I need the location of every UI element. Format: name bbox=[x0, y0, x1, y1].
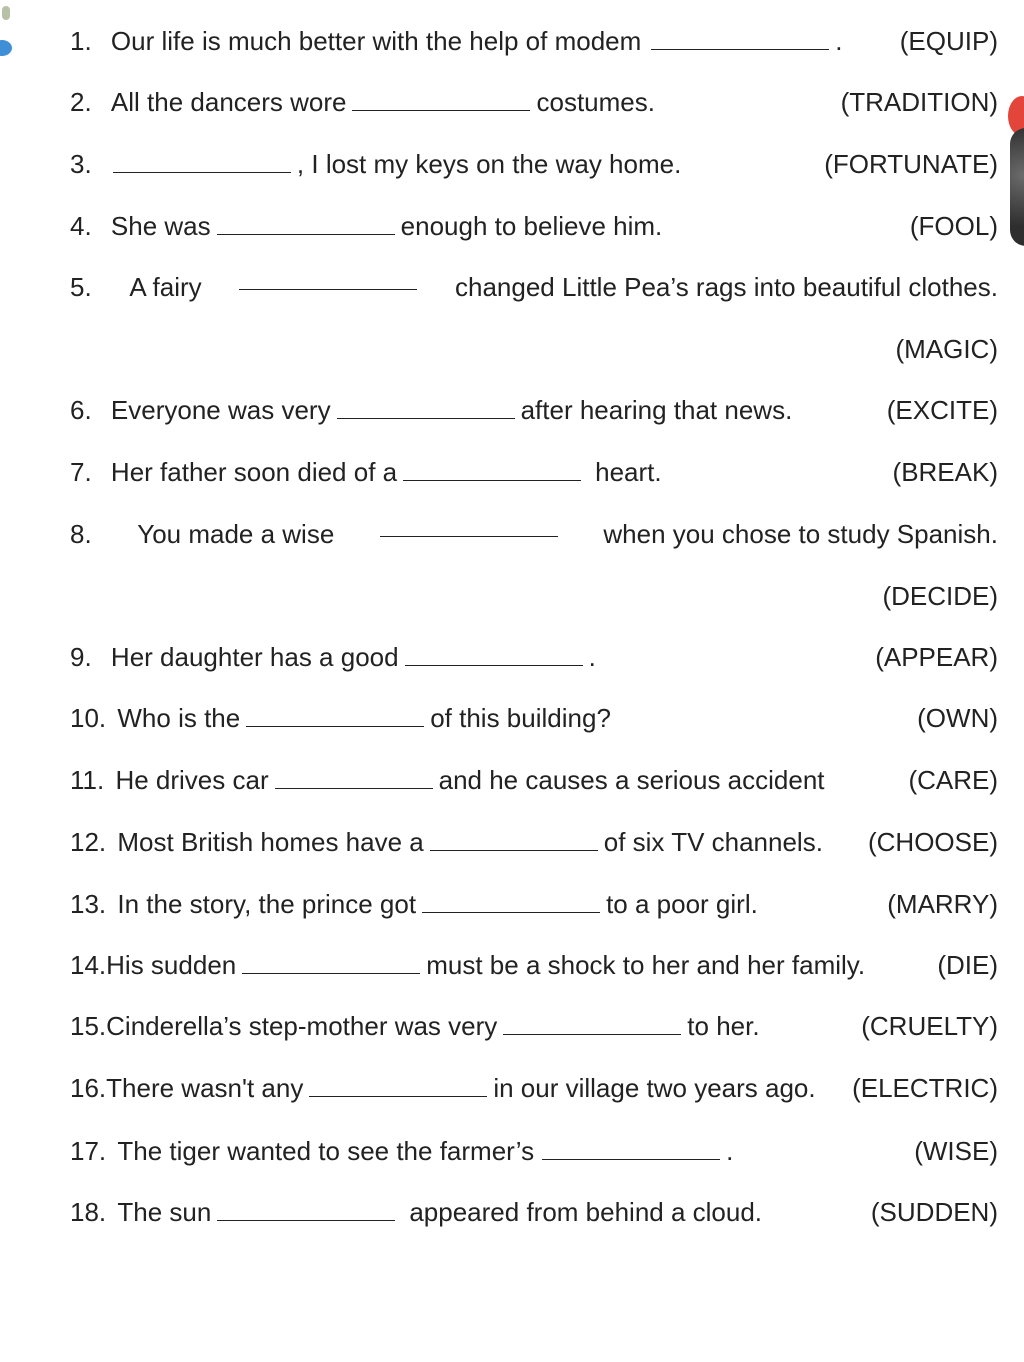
item-text-before: Her father soon died of a bbox=[110, 457, 398, 487]
word-hint: (ELECTRIC) bbox=[852, 1073, 998, 1103]
word-hint: (DIE) bbox=[937, 950, 998, 980]
answer-blank[interactable] bbox=[380, 514, 558, 537]
item-number: 13. bbox=[70, 889, 107, 919]
word-hint: (BREAK) bbox=[892, 457, 998, 487]
exercise-item bbox=[70, 698, 998, 738]
word-hint: (FORTUNATE) bbox=[824, 149, 998, 179]
item-text-before: Most British homes have a bbox=[117, 827, 424, 857]
item-text-before: The sun bbox=[117, 1197, 212, 1227]
item-text-after: costumes. bbox=[536, 87, 655, 117]
exercise-item bbox=[70, 267, 998, 307]
exercise-item bbox=[70, 884, 998, 924]
item-text-after: when you chose to study Spanish. bbox=[603, 519, 998, 549]
item-number: 7. bbox=[70, 457, 92, 487]
item-text-before: In the story, the prince got bbox=[117, 889, 417, 919]
item-number: 14. bbox=[70, 950, 107, 980]
answer-blank[interactable] bbox=[403, 458, 581, 481]
exercise-item bbox=[70, 390, 998, 430]
exercise-item bbox=[70, 21, 998, 61]
item-number: 18. bbox=[70, 1197, 107, 1227]
exercise-item bbox=[70, 82, 998, 122]
answer-blank[interactable] bbox=[242, 951, 420, 974]
item-text-after: to her. bbox=[687, 1011, 760, 1041]
item-text-after: enough to believe him. bbox=[400, 211, 663, 241]
item-text-after: must be a shock to her and her family. bbox=[426, 950, 866, 980]
word-hint: (MAGIC) bbox=[895, 334, 998, 364]
exercise-item bbox=[70, 452, 998, 492]
item-text-before: The tiger wanted to see the farmer’s bbox=[117, 1136, 535, 1166]
exercise-item bbox=[70, 822, 998, 862]
item-text-after: heart. bbox=[595, 457, 662, 487]
item-number: 3. bbox=[70, 149, 92, 179]
answer-blank[interactable] bbox=[503, 1012, 681, 1035]
item-text-before: Who is the bbox=[117, 703, 241, 733]
word-hint: (OWN) bbox=[917, 703, 998, 733]
item-text-before: He drives car bbox=[115, 765, 269, 795]
exercise-item bbox=[70, 637, 998, 677]
answer-blank[interactable] bbox=[337, 396, 515, 419]
word-hint: (EXCITE) bbox=[886, 395, 998, 425]
item-number: 4. bbox=[70, 211, 92, 241]
word-hint: (EQUIP) bbox=[899, 26, 998, 56]
answer-blank[interactable] bbox=[352, 88, 530, 111]
exercise-item bbox=[70, 1068, 998, 1108]
item-number: 15. bbox=[70, 1011, 107, 1041]
exercise-item bbox=[70, 206, 998, 246]
item-text-after: . bbox=[835, 26, 843, 56]
item-text-after: and he causes a serious accident bbox=[438, 765, 825, 795]
page-edge-mark bbox=[2, 6, 10, 20]
answer-blank[interactable] bbox=[542, 1137, 720, 1160]
item-text-before: There wasn't any bbox=[106, 1073, 304, 1103]
item-number: 2. bbox=[70, 87, 92, 117]
item-text-after: appeared from behind a cloud. bbox=[409, 1197, 763, 1227]
answer-blank[interactable] bbox=[430, 828, 598, 851]
item-text-before: A fairy bbox=[129, 272, 202, 302]
answer-blank[interactable] bbox=[405, 643, 583, 666]
item-number: 17. bbox=[70, 1136, 107, 1166]
answer-blank[interactable] bbox=[217, 1198, 395, 1221]
answer-blank[interactable] bbox=[422, 890, 600, 913]
answer-blank[interactable] bbox=[651, 27, 829, 50]
item-text-after: after hearing that news. bbox=[520, 395, 793, 425]
item-number: 6. bbox=[70, 395, 92, 425]
word-hint: (FOOL) bbox=[909, 211, 998, 241]
item-text-before: Our life is much better with the help of modem bbox=[110, 26, 642, 56]
word-hint: (SUDDEN) bbox=[870, 1197, 998, 1227]
item-text-after: . bbox=[588, 642, 596, 672]
exercise-item bbox=[70, 514, 998, 554]
item-text-before: All the dancers wore bbox=[110, 87, 347, 117]
word-hint: (MARRY) bbox=[887, 889, 998, 919]
word-hint: (CHOOSE) bbox=[868, 827, 998, 857]
item-number: 5. bbox=[70, 272, 92, 302]
item-text-after: changed Little Pea’s rags into beautiful clothes. bbox=[455, 272, 998, 302]
item-number: 8. bbox=[70, 519, 92, 549]
word-hint: (DECIDE) bbox=[882, 581, 998, 611]
item-text-before: She was bbox=[110, 211, 211, 241]
item-number: 10. bbox=[70, 703, 107, 733]
exercise-item bbox=[70, 1192, 998, 1232]
item-number: 1. bbox=[70, 26, 92, 56]
page-edge-mark bbox=[0, 40, 12, 56]
answer-blank[interactable] bbox=[113, 150, 291, 173]
exercise-item bbox=[70, 144, 998, 184]
item-number: 9. bbox=[70, 642, 92, 672]
answer-blank[interactable] bbox=[309, 1074, 487, 1097]
exercise-item bbox=[70, 945, 998, 985]
item-text-before: His sudden bbox=[106, 950, 237, 980]
item-text-after: . bbox=[726, 1136, 734, 1166]
word-hint: (APPEAR) bbox=[875, 642, 998, 672]
word-hint: (CARE) bbox=[908, 765, 998, 795]
item-number: 12. bbox=[70, 827, 107, 857]
exercise-item bbox=[70, 1006, 998, 1046]
item-text-after: of this building? bbox=[430, 703, 611, 733]
item-text-before: Her daughter has a good bbox=[110, 642, 399, 672]
item-text-before: Cinderella’s step-mother was very bbox=[106, 1011, 498, 1041]
item-number: 11. bbox=[70, 765, 105, 795]
word-hint: (TRADITION) bbox=[840, 87, 998, 117]
exercise-item bbox=[70, 1131, 998, 1171]
exercise-item bbox=[70, 760, 998, 800]
item-number: 16. bbox=[70, 1073, 107, 1103]
page-edge-mark bbox=[1010, 128, 1024, 246]
word-hint: (CRUELTY) bbox=[861, 1011, 998, 1041]
answer-blank[interactable] bbox=[239, 267, 417, 290]
answer-blank[interactable] bbox=[217, 212, 395, 235]
item-text-after: of six TV channels. bbox=[603, 827, 823, 857]
answer-blank[interactable] bbox=[246, 704, 424, 727]
item-text-before: Everyone was very bbox=[110, 395, 331, 425]
word-hint: (WISE) bbox=[914, 1136, 998, 1166]
item-text-before: You made a wise bbox=[137, 519, 335, 549]
item-text-after: in our village two years ago. bbox=[493, 1073, 816, 1103]
answer-blank[interactable] bbox=[275, 766, 433, 789]
item-text-after: to a poor girl. bbox=[606, 889, 758, 919]
item-text-after: , I lost my keys on the way home. bbox=[296, 149, 682, 179]
